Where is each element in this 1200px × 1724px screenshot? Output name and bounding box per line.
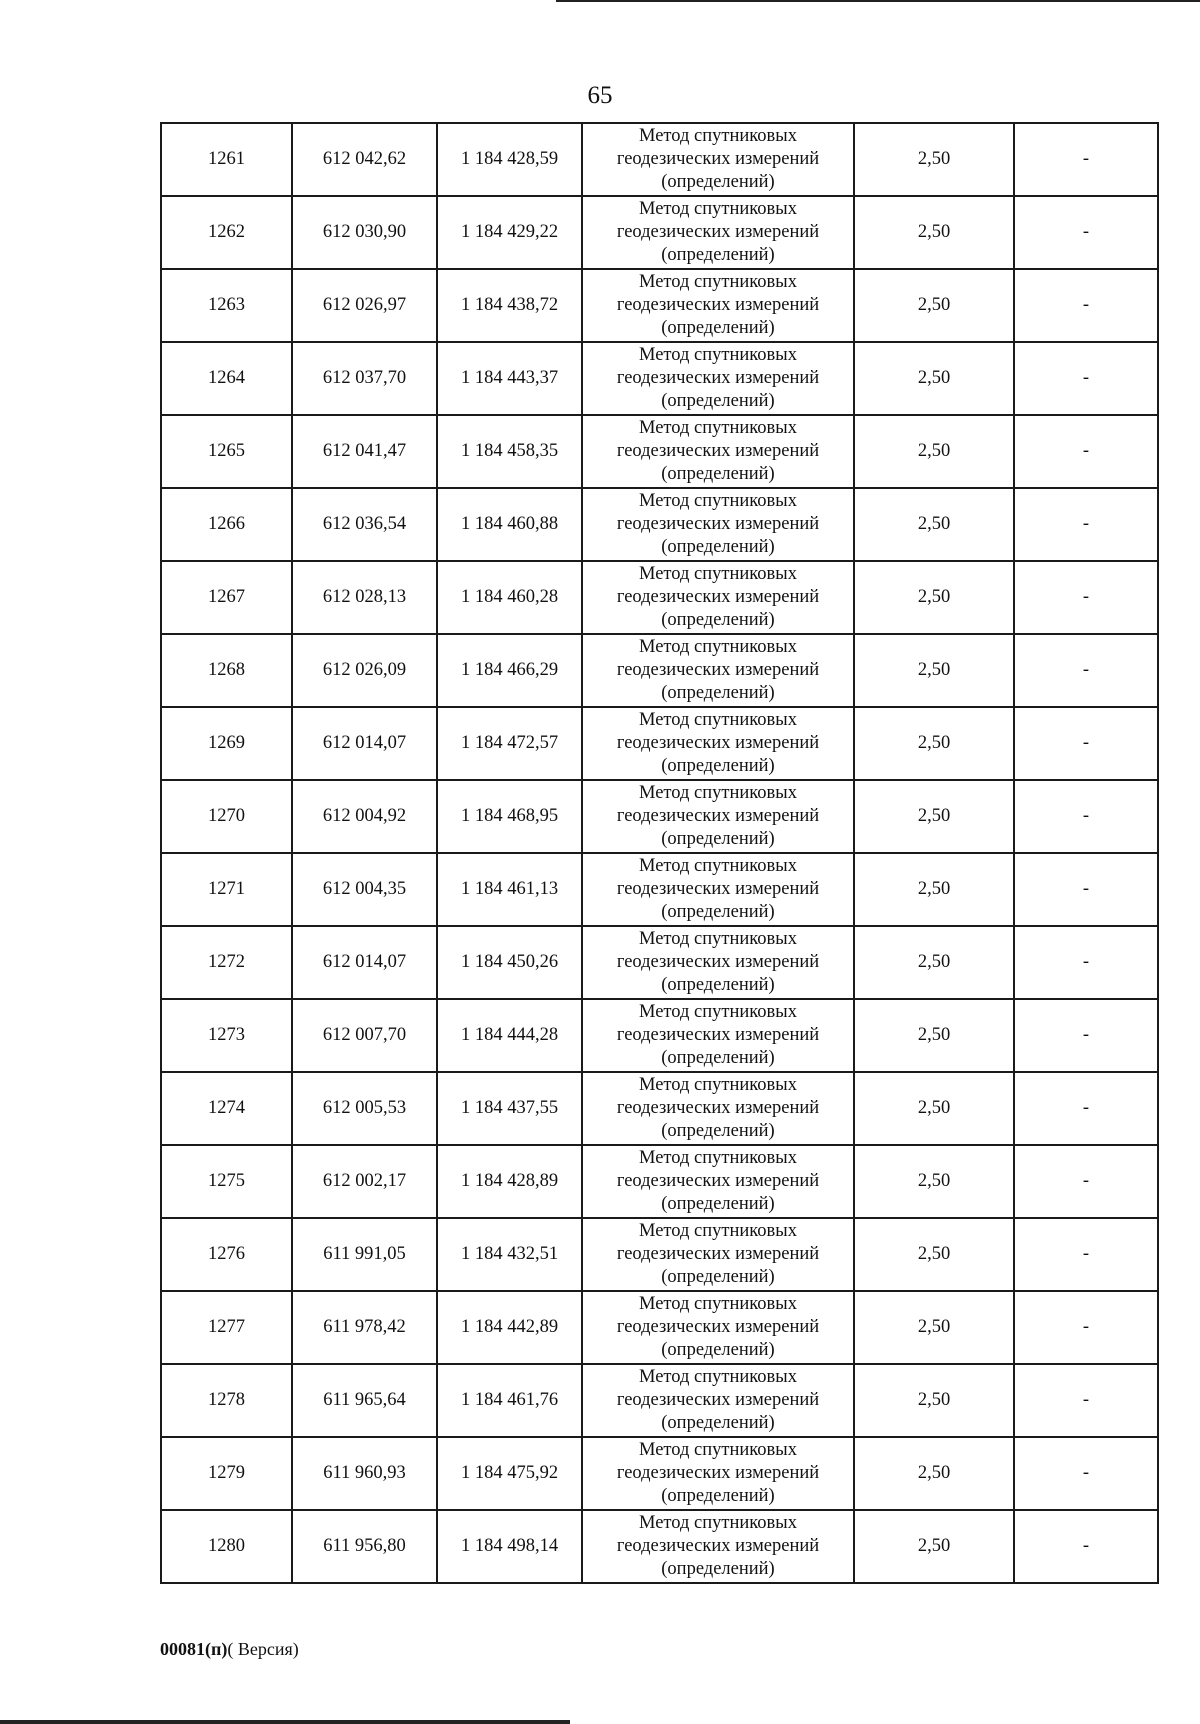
method-line: (определений) [661, 537, 775, 557]
method-line: (определений) [661, 1121, 775, 1141]
note-cell: - [1014, 1145, 1158, 1218]
method-cell [582, 342, 854, 415]
table-row [161, 1510, 1158, 1583]
point-number-cell: 1271 [161, 853, 292, 926]
method-line: Метод спутниковых [639, 272, 797, 292]
table-row [161, 999, 1158, 1072]
note-cell: - [1014, 1291, 1158, 1364]
method-line: (определений) [661, 610, 775, 630]
table-row [161, 1218, 1158, 1291]
table-row [161, 1072, 1158, 1145]
method-line: геодезических измерений [616, 441, 820, 461]
accuracy-cell: 2,50 [854, 1510, 1014, 1583]
coordinate-x-cell: 612 014,07 [292, 926, 437, 999]
table-row [161, 707, 1158, 780]
method-line: (определений) [661, 1486, 775, 1506]
point-number-cell: 1280 [161, 1510, 292, 1583]
coordinate-y-cell: 1 184 475,92 [437, 1437, 582, 1510]
method-cell [582, 999, 854, 1072]
coordinate-y-cell: 1 184 444,28 [437, 999, 582, 1072]
accuracy-cell: 2,50 [854, 269, 1014, 342]
method-cell [582, 853, 854, 926]
note-cell: - [1014, 342, 1158, 415]
page-number: 65 [587, 82, 613, 109]
method-cell [582, 1291, 854, 1364]
bottom-edge-rule [0, 1720, 570, 1724]
note-cell: - [1014, 269, 1158, 342]
note-cell: - [1014, 999, 1158, 1072]
method-cell [582, 1145, 854, 1218]
coordinate-y-cell: 1 184 442,89 [437, 1291, 582, 1364]
method-cell [582, 634, 854, 707]
table-row [161, 561, 1158, 634]
coordinate-x-cell: 612 026,97 [292, 269, 437, 342]
method-line: (определений) [661, 683, 775, 703]
point-number-cell: 1273 [161, 999, 292, 1072]
coordinate-x-cell: 611 965,64 [292, 1364, 437, 1437]
point-number-cell: 1269 [161, 707, 292, 780]
method-line: Метод спутниковых [639, 710, 797, 730]
method-line: (определений) [661, 391, 775, 411]
table-row [161, 853, 1158, 926]
note-cell: - [1014, 561, 1158, 634]
method-line: (определений) [661, 1194, 775, 1214]
coordinate-x-cell: 612 041,47 [292, 415, 437, 488]
coordinate-y-cell: 1 184 428,59 [437, 123, 582, 196]
accuracy-cell: 2,50 [854, 1364, 1014, 1437]
method-line: Метод спутниковых [639, 1148, 797, 1168]
coordinate-x-cell: 612 042,62 [292, 123, 437, 196]
coordinate-y-cell: 1 184 432,51 [437, 1218, 582, 1291]
method-line: (определений) [661, 318, 775, 338]
coordinate-y-cell: 1 184 443,37 [437, 342, 582, 415]
method-line: геодезических измерений [616, 587, 820, 607]
point-number-cell: 1265 [161, 415, 292, 488]
table-row [161, 123, 1158, 196]
accuracy-cell: 2,50 [854, 1072, 1014, 1145]
method-line: (определений) [661, 829, 775, 849]
point-number-cell: 1279 [161, 1437, 292, 1510]
coordinate-x-cell: 612 004,35 [292, 853, 437, 926]
method-cell [582, 196, 854, 269]
accuracy-cell: 2,50 [854, 561, 1014, 634]
coordinate-x-cell: 611 978,42 [292, 1291, 437, 1364]
point-number-cell: 1270 [161, 780, 292, 853]
note-cell: - [1014, 853, 1158, 926]
point-number-cell: 1267 [161, 561, 292, 634]
method-line: геодезических измерений [616, 879, 820, 899]
note-cell: - [1014, 1364, 1158, 1437]
method-line: Метод спутниковых [639, 929, 797, 949]
table-row [161, 1145, 1158, 1218]
method-line: геодезических измерений [616, 1171, 820, 1191]
accuracy-cell: 2,50 [854, 926, 1014, 999]
coordinate-y-cell: 1 184 468,95 [437, 780, 582, 853]
accuracy-cell: 2,50 [854, 634, 1014, 707]
table-row [161, 269, 1158, 342]
coordinate-x-cell: 612 014,07 [292, 707, 437, 780]
coordinate-x-cell: 612 030,90 [292, 196, 437, 269]
accuracy-cell: 2,50 [854, 999, 1014, 1072]
coordinate-y-cell: 1 184 458,35 [437, 415, 582, 488]
method-line: (определений) [661, 464, 775, 484]
method-line: (определений) [661, 1340, 775, 1360]
table-row [161, 342, 1158, 415]
method-line: Метод спутниковых [639, 345, 797, 365]
coordinate-x-cell: 612 028,13 [292, 561, 437, 634]
method-cell [582, 1072, 854, 1145]
point-number-cell: 1266 [161, 488, 292, 561]
method-cell [582, 1218, 854, 1291]
method-line: геодезических измерений [616, 222, 820, 242]
note-cell: - [1014, 780, 1158, 853]
point-number-cell: 1277 [161, 1291, 292, 1364]
coordinate-x-cell: 611 960,93 [292, 1437, 437, 1510]
table-row [161, 196, 1158, 269]
accuracy-cell: 2,50 [854, 123, 1014, 196]
coordinate-y-cell: 1 184 461,76 [437, 1364, 582, 1437]
table-row [161, 415, 1158, 488]
table-row [161, 1364, 1158, 1437]
method-line: Метод спутниковых [639, 1367, 797, 1387]
method-line: геодезических измерений [616, 733, 820, 753]
accuracy-cell: 2,50 [854, 342, 1014, 415]
note-cell: - [1014, 634, 1158, 707]
point-number-cell: 1276 [161, 1218, 292, 1291]
method-cell [582, 488, 854, 561]
method-cell [582, 780, 854, 853]
method-line: Метод спутниковых [639, 856, 797, 876]
note-cell: - [1014, 196, 1158, 269]
method-line: Метод спутниковых [639, 783, 797, 803]
table-row [161, 634, 1158, 707]
note-cell: - [1014, 707, 1158, 780]
coordinates-table [160, 122, 1159, 1584]
method-line: Метод спутниковых [639, 637, 797, 657]
method-line: (определений) [661, 975, 775, 995]
method-line: (определений) [661, 756, 775, 776]
point-number-cell: 1263 [161, 269, 292, 342]
table-row [161, 1437, 1158, 1510]
coordinates-table-body [161, 123, 1158, 1583]
method-line: Метод спутниковых [639, 418, 797, 438]
accuracy-cell: 2,50 [854, 853, 1014, 926]
method-cell [582, 123, 854, 196]
note-cell: - [1014, 1072, 1158, 1145]
method-line: (определений) [661, 245, 775, 265]
coordinate-y-cell: 1 184 429,22 [437, 196, 582, 269]
note-cell: - [1014, 1218, 1158, 1291]
method-line: геодезических измерений [616, 1536, 820, 1556]
method-line: геодезических измерений [616, 1317, 820, 1337]
accuracy-cell: 2,50 [854, 196, 1014, 269]
coordinate-y-cell: 1 184 450,26 [437, 926, 582, 999]
method-line: геодезических измерений [616, 1463, 820, 1483]
method-line: Метод спутниковых [639, 1221, 797, 1241]
method-cell [582, 269, 854, 342]
method-line: геодезических измерений [616, 660, 820, 680]
coordinate-x-cell: 612 026,09 [292, 634, 437, 707]
accuracy-cell: 2,50 [854, 1218, 1014, 1291]
coordinate-x-cell: 611 956,80 [292, 1510, 437, 1583]
point-number-cell: 1278 [161, 1364, 292, 1437]
point-number-cell: 1274 [161, 1072, 292, 1145]
method-cell [582, 1364, 854, 1437]
coordinate-x-cell: 612 037,70 [292, 342, 437, 415]
coordinate-x-cell: 611 991,05 [292, 1218, 437, 1291]
coordinate-y-cell: 1 184 466,29 [437, 634, 582, 707]
accuracy-cell: 2,50 [854, 488, 1014, 561]
method-line: геодезических измерений [616, 1244, 820, 1264]
coordinate-x-cell: 612 005,53 [292, 1072, 437, 1145]
point-number-cell: 1261 [161, 123, 292, 196]
coordinate-y-cell: 1 184 438,72 [437, 269, 582, 342]
coordinate-x-cell: 612 036,54 [292, 488, 437, 561]
method-line: геодезических измерений [616, 1025, 820, 1045]
method-line: геодезических измерений [616, 149, 820, 169]
method-cell [582, 707, 854, 780]
point-number-cell: 1268 [161, 634, 292, 707]
accuracy-cell: 2,50 [854, 1437, 1014, 1510]
method-line: геодезических измерений [616, 295, 820, 315]
method-cell [582, 926, 854, 999]
accuracy-cell: 2,50 [854, 1291, 1014, 1364]
method-line: геодезических измерений [616, 514, 820, 534]
coordinate-x-cell: 612 002,17 [292, 1145, 437, 1218]
point-number-cell: 1272 [161, 926, 292, 999]
method-line: (определений) [661, 172, 775, 192]
method-line: Метод спутниковых [639, 199, 797, 219]
coordinate-x-cell: 612 004,92 [292, 780, 437, 853]
method-cell [582, 1510, 854, 1583]
method-line: геодезических измерений [616, 1390, 820, 1410]
method-line: геодезических измерений [616, 952, 820, 972]
method-line: Метод спутниковых [639, 1075, 797, 1095]
method-line: Метод спутниковых [639, 126, 797, 146]
coordinate-y-cell: 1 184 461,13 [437, 853, 582, 926]
point-number-cell: 1264 [161, 342, 292, 415]
method-line: геодезических измерений [616, 368, 820, 388]
document-code: 00081(п) [160, 1639, 228, 1659]
coordinate-y-cell: 1 184 498,14 [437, 1510, 582, 1583]
method-line: Метод спутниковых [639, 564, 797, 584]
method-cell [582, 1437, 854, 1510]
accuracy-cell: 2,50 [854, 1145, 1014, 1218]
method-line: геодезических измерений [616, 1098, 820, 1118]
method-line: Метод спутниковых [639, 491, 797, 511]
method-line: Метод спутниковых [639, 1440, 797, 1460]
document-version: ( Версия) [227, 1639, 299, 1659]
method-line: (определений) [661, 1048, 775, 1068]
method-line: Метод спутниковых [639, 1513, 797, 1533]
coordinate-y-cell: 1 184 428,89 [437, 1145, 582, 1218]
method-cell [582, 561, 854, 634]
note-cell: - [1014, 926, 1158, 999]
method-line: (определений) [661, 1413, 775, 1433]
coordinate-y-cell: 1 184 460,28 [437, 561, 582, 634]
method-cell [582, 415, 854, 488]
method-line: геодезических измерений [616, 806, 820, 826]
table-row [161, 926, 1158, 999]
accuracy-cell: 2,50 [854, 780, 1014, 853]
coordinate-y-cell: 1 184 437,55 [437, 1072, 582, 1145]
method-line: Метод спутниковых [639, 1002, 797, 1022]
document-footer [160, 1637, 299, 1661]
table-row [161, 488, 1158, 561]
point-number-cell: 1275 [161, 1145, 292, 1218]
note-cell: - [1014, 488, 1158, 561]
coordinate-y-cell: 1 184 460,88 [437, 488, 582, 561]
note-cell: - [1014, 1437, 1158, 1510]
point-number-cell: 1262 [161, 196, 292, 269]
coordinate-x-cell: 612 007,70 [292, 999, 437, 1072]
method-line: (определений) [661, 1559, 775, 1579]
method-line: Метод спутниковых [639, 1294, 797, 1314]
table-row [161, 1291, 1158, 1364]
note-cell: - [1014, 123, 1158, 196]
top-edge-rule [556, 0, 1200, 2]
note-cell: - [1014, 415, 1158, 488]
method-line: (определений) [661, 902, 775, 922]
table-row [161, 780, 1158, 853]
accuracy-cell: 2,50 [854, 415, 1014, 488]
method-line: (определений) [661, 1267, 775, 1287]
accuracy-cell: 2,50 [854, 707, 1014, 780]
note-cell: - [1014, 1510, 1158, 1583]
coordinate-y-cell: 1 184 472,57 [437, 707, 582, 780]
